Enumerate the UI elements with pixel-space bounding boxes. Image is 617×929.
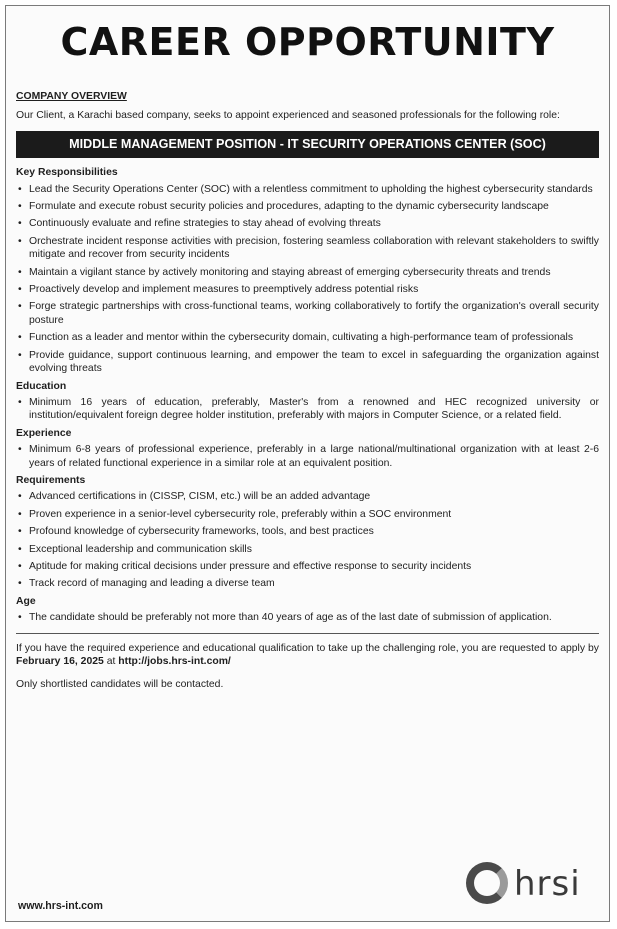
bullet-icon: • — [18, 266, 22, 278]
requirements-title: Requirements — [16, 474, 86, 486]
list-item — [16, 235, 599, 262]
list-item-text: Exceptional leadership and communication skills — [29, 543, 252, 555]
apply-text-before: If you have the required experience and educational qualification to take up the challenging role, you are requested to apply by — [16, 642, 599, 654]
experience-title: Experience — [16, 427, 72, 439]
list-item-text: Proactively develop and implement measures to preemptively address potential risks — [29, 284, 419, 296]
position-banner: MIDDLE MANAGEMENT POSITION - IT SECURITY OPERATIONS CENTER (SOC) — [16, 131, 599, 158]
company-overview-text: Our Client, a Karachi based company, seeks to appoint experienced and seasoned professionals for the following role: — [16, 110, 560, 122]
list-item-text: The candidate should be preferably not more than 40 years of age as of the last date of submission of application. — [29, 612, 552, 624]
bullet-icon: • — [18, 201, 22, 213]
bullet-icon: • — [18, 396, 22, 408]
bullet-icon: • — [18, 349, 22, 361]
list-item — [16, 283, 599, 296]
page-title: CAREER OPPORTUNITY — [60, 20, 555, 64]
list-item — [16, 266, 599, 279]
apply-url-link[interactable]: http://jobs.hrs-int.com/ — [118, 656, 231, 667]
list-item — [16, 543, 599, 556]
logo-ring-icon — [466, 862, 508, 904]
list-item-text: Forge strategic partnerships with cross-functional teams, working collaboratively to fortify the organization's overall security posture — [29, 301, 599, 326]
list-item-text: Continuously evaluate and refine strategies to stay ahead of evolving threats — [29, 218, 381, 230]
bullet-icon: • — [18, 508, 22, 520]
list-item-text: Track record of managing and leading a diverse team — [29, 578, 275, 590]
list-item — [16, 200, 599, 213]
apply-instructions — [16, 642, 599, 669]
education-title: Education — [16, 380, 67, 392]
apply-text-after: at — [103, 656, 119, 667]
list-item-text: Function as a leader and mentor within the cybersecurity domain, cultivating a high-performance team of professionals — [29, 332, 574, 344]
list-item — [16, 490, 599, 503]
list-item-text: Provide guidance, support continuous learning, and empower the team to excel in safeguarding the organization against evolving threats — [29, 349, 599, 375]
list-item-text: Lead the Security Operations Center (SOC) with a relentless commitment to upholding the highest cybersecurity standards — [29, 183, 593, 195]
bullet-icon: • — [18, 560, 22, 572]
company-overview-title: COMPANY OVERVIEW — [16, 91, 127, 102]
bullet-icon: • — [18, 235, 22, 247]
shortlisted-note: Only shortlisted candidates will be contacted. — [16, 679, 224, 691]
list-item — [16, 508, 599, 521]
hrsi-logo — [466, 862, 606, 914]
requirements-list — [16, 490, 599, 590]
age-title: Age — [16, 595, 36, 607]
list-item — [16, 611, 599, 624]
bullet-icon: • — [18, 218, 22, 230]
list-item-text: Orchestrate incident response activities with precision, fostering seamless collaboration with relevant stakeholders to swiftly mitigate and recover from security incidents — [29, 235, 599, 261]
responsibilities-title: Key Responsibilities — [16, 167, 118, 179]
bullet-icon: • — [18, 491, 22, 503]
list-item-text: Formulate and execute robust security policies and procedures, adapting to the dynamic cybersecurity landscape — [29, 201, 549, 213]
divider — [16, 633, 599, 634]
bullet-icon: • — [18, 284, 22, 296]
experience-list — [16, 443, 599, 470]
apply-deadline: February 16, 2025 — [16, 656, 104, 667]
bullet-icon: • — [18, 183, 22, 195]
list-item — [16, 577, 599, 590]
list-item — [16, 217, 599, 230]
age-list — [16, 611, 599, 624]
bullet-icon: • — [18, 612, 22, 624]
list-item-text: Minimum 16 years of education, preferably, Master's from a renowned and HEC recognized university or institution/equivalent foreign degree holder institution, preferably with majors in Computer Science, or a related field. — [29, 396, 599, 422]
list-item — [16, 443, 599, 470]
list-item-text: Advanced certifications in (CISSP, CISM, etc.) will be an added advantage — [29, 491, 371, 503]
list-item-text: Profound knowledge of cybersecurity frameworks, tools, and best practices — [29, 526, 374, 538]
list-item — [16, 396, 599, 423]
logo-text: hrsi — [514, 864, 581, 904]
list-item — [16, 525, 599, 538]
list-item-text: Proven experience in a senior-level cybersecurity role, preferably within a SOC environment — [29, 508, 452, 520]
bullet-icon: • — [18, 332, 22, 344]
list-item — [16, 331, 599, 344]
ad-content — [16, 90, 599, 692]
footer-website-link[interactable]: www.hrs-int.com — [18, 900, 103, 912]
list-item — [16, 300, 599, 327]
bullet-icon: • — [18, 444, 22, 456]
list-item-text: Aptitude for making critical decisions under pressure and effective response to security incidents — [29, 560, 472, 572]
bullet-icon: • — [18, 526, 22, 538]
bullet-icon: • — [18, 543, 22, 555]
list-item — [16, 183, 599, 196]
bullet-icon: • — [18, 578, 22, 590]
bullet-icon: • — [18, 301, 22, 313]
list-item — [16, 349, 599, 376]
responsibilities-list — [16, 183, 599, 376]
education-list — [16, 396, 599, 423]
list-item-text: Maintain a vigilant stance by actively monitoring and staying abreast of emerging cybersecurity threats and trends — [29, 266, 551, 278]
list-item-text: Minimum 6-8 years of professional experience, preferably in a large national/multinational organization with at least 2-6 years of related functional experience in a similar role at an equivalent position. — [29, 444, 599, 469]
list-item — [16, 560, 599, 573]
